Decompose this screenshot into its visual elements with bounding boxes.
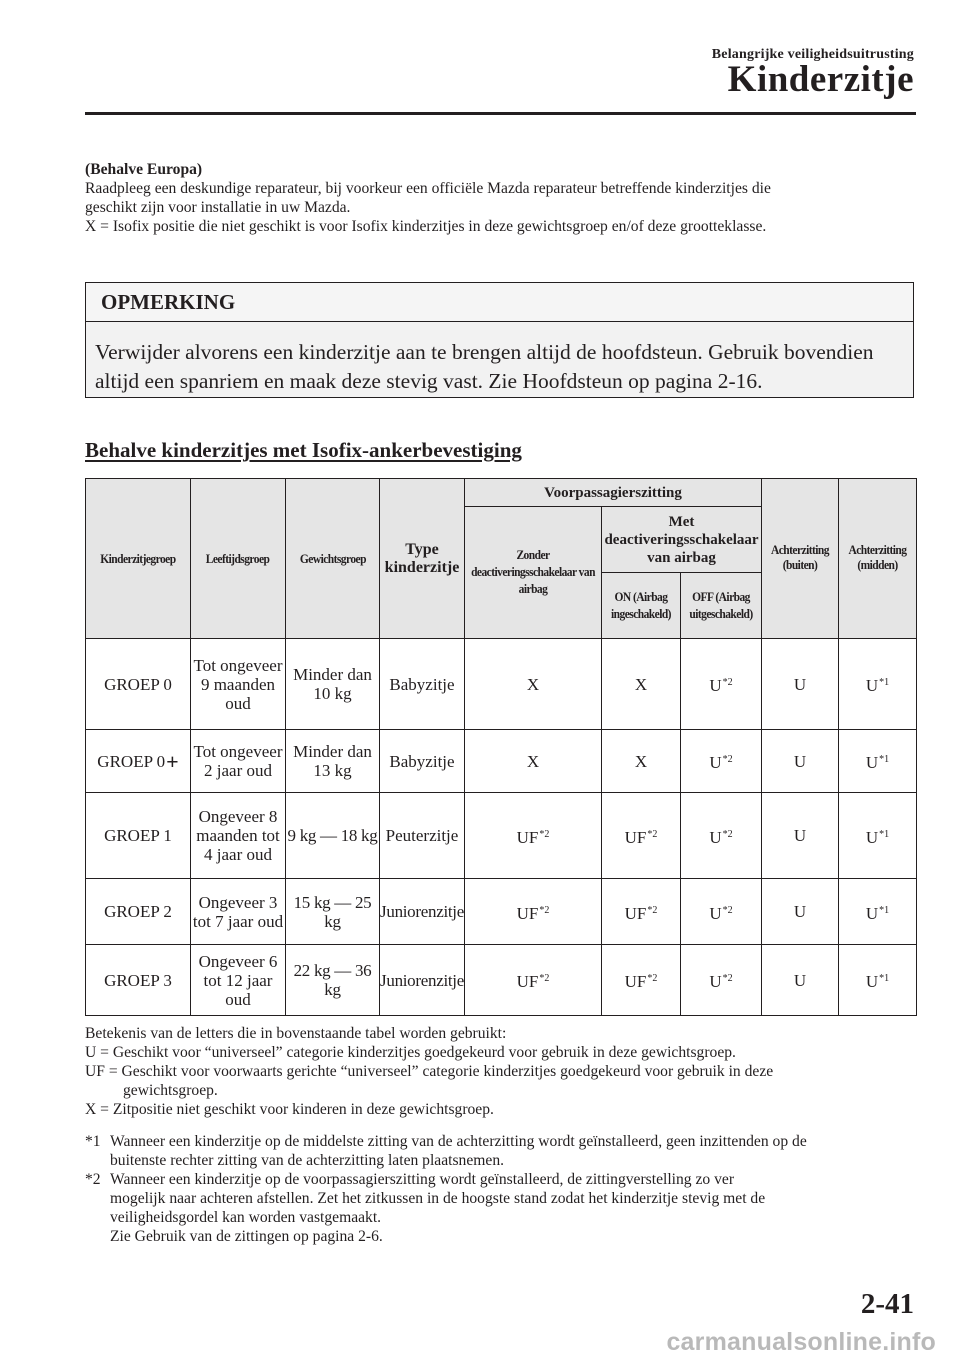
cell-group: GROEP 2	[86, 879, 191, 945]
cell-rear-outer: U	[762, 945, 839, 1016]
col-header-without-switch: Zonder deactiveringsschakelaar van airbag	[465, 507, 602, 639]
cell-on: UF$^{*2}$	[602, 879, 681, 945]
cell-type: Juniorenzitje	[380, 945, 465, 1016]
footnote-text: Wanneer een kinderzitje op de voorpassagierszitting wordt geïnstalleerd, de zittingverstelling zo ver mogelijk naar achteren afstellen. Zet het zitkussen in de hoogste stand zodat het kinderzitje stevig met de veiligheidsgordel kan worden vastgemaakt. Zie Gebruik van de zittingen op pagina 2-6.	[110, 1171, 766, 1245]
intro-line: geschikt zijn voor installatie in uw Mazda.	[85, 199, 351, 216]
cell-type: Babyzitje	[380, 639, 465, 730]
page-number: 2-41	[860, 1288, 914, 1320]
footnotes	[85, 1132, 915, 1246]
col-header-on: ON (Airbag ingeschakeld)	[602, 573, 681, 639]
watermark: carmanualsonline.info	[666, 1328, 936, 1356]
table-row	[86, 639, 917, 730]
cell-rear-middle: $U^{*1}$	[839, 639, 917, 730]
note-box	[85, 282, 914, 398]
header-divider	[85, 112, 916, 115]
legend-block	[85, 1024, 915, 1119]
cell-without: X	[465, 639, 602, 730]
cell-without: UF$^{*2}$	[465, 945, 602, 1016]
cell-group: GROEP 3	[86, 945, 191, 1016]
cell-age: Ongeveer 6 tot 12 jaar oud	[191, 945, 286, 1016]
section-title: Behalve kinderzitjes met Isofix-ankerbevestiging	[85, 438, 522, 462]
footnote-mark: *2	[85, 1171, 101, 1188]
legend-intro: Betekenis van de letters die in bovenstaande tabel worden gebruikt:	[85, 1025, 507, 1042]
cell-weight: Minder dan 10 kg	[286, 639, 380, 730]
child-seat-table	[85, 478, 917, 1016]
col-header-weight: Gewichtsgroep	[286, 479, 380, 639]
note-body	[86, 322, 913, 396]
cell-age: Ongeveer 8 maanden tot 4 jaar oud	[191, 793, 286, 879]
cell-type: Peuterzitje	[380, 793, 465, 879]
table-row	[86, 730, 917, 793]
footnote-mark: *1	[85, 1133, 101, 1150]
cell-weight: 15 kg — 25 kg	[286, 879, 380, 945]
section-label: Belangrijke veiligheidsuitrusting	[711, 47, 914, 62]
table-row	[86, 945, 917, 1016]
page-title: Kinderzitje	[727, 59, 914, 100]
cell-on: X	[602, 730, 681, 793]
col-header-off: OFF (Airbag uitgeschakeld)	[681, 573, 762, 639]
cell-weight: Minder dan 13 kg	[286, 730, 380, 793]
cell-off: $U^{*2}$	[681, 945, 762, 1016]
cell-on: UF$^{*2}$	[602, 793, 681, 879]
cell-age: Tot ongeveer 9 maanden oud	[191, 639, 286, 730]
cell-rear-middle: $U^{*1}$	[839, 945, 917, 1016]
col-header-age: Leeftijdsgroep	[191, 479, 286, 639]
cell-rear-outer: U	[762, 879, 839, 945]
table-row	[86, 793, 917, 879]
col-header-rear-middle: Achterzitting (midden)	[839, 479, 917, 639]
col-header-group: Kinderzitjegroep	[86, 479, 191, 639]
cell-rear-middle: $U^{*1}$	[839, 879, 917, 945]
cell-without: UF$^{*2}$	[465, 879, 602, 945]
note-title: OPMERKING	[86, 283, 913, 322]
cell-on: X	[602, 639, 681, 730]
intro-heading: (Behalve Europa)	[85, 161, 203, 178]
cell-rear-outer: U	[762, 793, 839, 879]
cell-age: Tot ongeveer 2 jaar oud	[191, 730, 286, 793]
cell-rear-outer: U	[762, 730, 839, 793]
cell-without: UF$^{*2}$	[465, 793, 602, 879]
col-header-type: Type kinderzitje	[380, 479, 465, 639]
cell-rear-middle: $U^{*1}$	[839, 793, 917, 879]
cell-weight: 22 kg — 36 kg	[286, 945, 380, 1016]
cell-weight: 9 kg — 18 kg	[286, 793, 380, 879]
col-header-with-switch: Met deactiveringsschakelaar van airbag	[602, 507, 762, 573]
footnote-1	[85, 1132, 915, 1170]
note-line: altijd een spanriem en maak deze stevig vast. Zie Hoofdsteun op pagina 2-16.	[95, 369, 763, 393]
cell-off: $U^{*2}$	[681, 730, 762, 793]
legend-u: U = Geschikt voor “universeel” categorie kinderzitjes goedgekeurd voor gebruik in deze gewichtsgroep.	[85, 1044, 736, 1061]
footnote-2	[85, 1170, 915, 1246]
cell-off: $U^{*2}$	[681, 793, 762, 879]
cell-on: UF$^{*2}$	[602, 945, 681, 1016]
intro-line: Raadpleeg een deskundige reparateur, bij voorkeur een officiële Mazda reparateur betreffende kinderzitjes die	[85, 180, 771, 197]
cell-without: X	[465, 730, 602, 793]
cell-off: $U^{*2}$	[681, 879, 762, 945]
note-line: Verwijder alvorens een kinderzitje aan te brengen altijd de hoofdsteun. Gebruik bovendien	[95, 340, 874, 364]
col-header-front: Voorpassagierszitting	[465, 479, 762, 507]
intro-line: X = Isofix positie die niet geschikt is voor Isofix kinderzitjes in deze gewichtsgroep en/of deze grootteklasse.	[85, 218, 767, 235]
table-row	[86, 879, 917, 945]
cell-group: GROEP 0+	[86, 730, 191, 793]
cell-group: GROEP 0	[86, 639, 191, 730]
cell-age: Ongeveer 3 tot 7 jaar oud	[191, 879, 286, 945]
legend-uf-cont: gewichtsgroep.	[123, 1082, 218, 1099]
cell-type: Babyzitje	[380, 730, 465, 793]
legend-x: X = Zitpositie niet geschikt voor kinderen in deze gewichtsgroep.	[85, 1101, 494, 1118]
cell-group: GROEP 1	[86, 793, 191, 879]
legend-uf: UF = Geschikt voor voorwaarts gerichte “universeel” categorie kinderzitjes goedgekeurd voor gebruik in deze	[85, 1063, 774, 1080]
footnote-text: Wanneer een kinderzitje op de middelste zitting van de achterzitting wordt geïnstalleerd, geen inzittenden op de buitenste rechter zitting van de achterzitting laten plaatsnemen.	[110, 1133, 807, 1169]
plus-icon: +	[166, 748, 179, 774]
intro-block	[85, 160, 915, 236]
cell-rear-outer: U	[762, 639, 839, 730]
col-header-rear-outer: Achterzitting (buiten)	[762, 479, 839, 639]
cell-rear-middle: $U^{*1}$	[839, 730, 917, 793]
cell-type: Juniorenzitje	[380, 879, 465, 945]
cell-off: $U^{*2}$	[681, 639, 762, 730]
